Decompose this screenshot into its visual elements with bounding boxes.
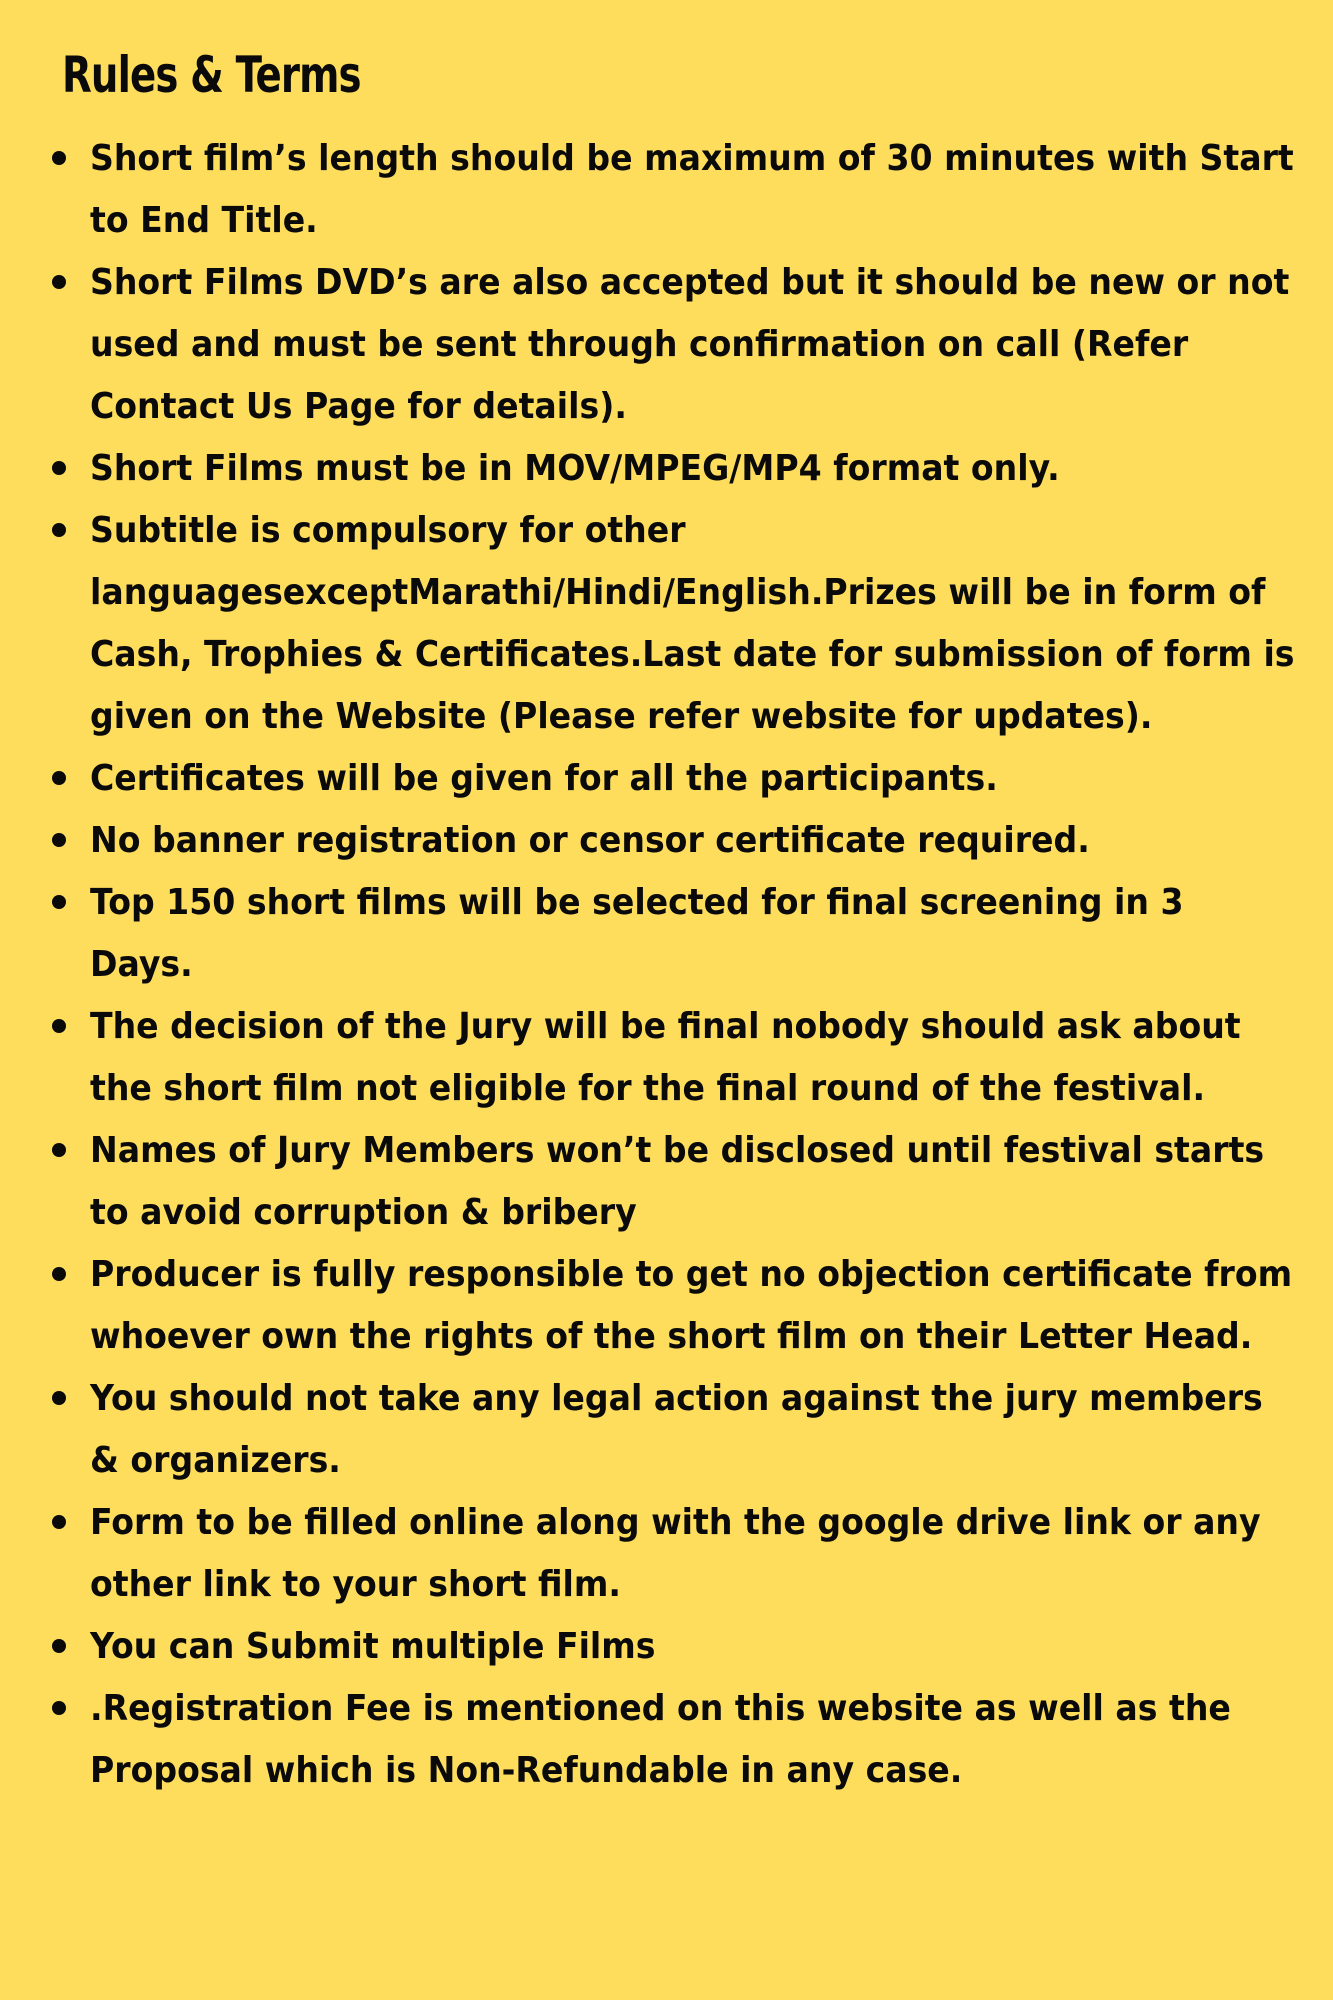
rule-item [62, 1244, 1303, 1368]
rule-text: Form to be filled online along with the google drive link or any other link to your short film. [90, 1502, 1261, 1605]
bullet-icon [52, 1019, 66, 1033]
rule-item [62, 1368, 1303, 1492]
rule-item [62, 1678, 1303, 1802]
rule-item [62, 1492, 1303, 1616]
rule-text: You can Submit multiple Films [90, 1626, 656, 1667]
bullet-icon [52, 1639, 66, 1653]
rule-item [62, 500, 1303, 748]
rule-item [62, 748, 1303, 810]
rule-item [62, 810, 1303, 872]
rule-text: The decision of the Jury will be final nobody should ask about the short film not eligible for the final round of the festival. [90, 1006, 1241, 1109]
bullet-icon [52, 523, 66, 537]
bullet-icon [52, 1515, 66, 1529]
rule-item [62, 128, 1303, 252]
bullet-icon [52, 1701, 66, 1715]
rule-text: .Registration Fee is mentioned on this website as well as the Proposal which is Non-Refundable in any case. [90, 1688, 1231, 1791]
bullet-icon [52, 1143, 66, 1157]
bullet-icon [52, 461, 66, 475]
rule-text: Short Films DVD’s are also accepted but it should be new or not used and must be sent through confirmation on call (Refer Contact Us Page for details). [90, 262, 1290, 427]
rule-text: Top 150 short films will be selected for final screening in 3 Days. [90, 882, 1184, 985]
rule-text: Short Films must be in MOV/MPEG/MP4 format only. [90, 448, 1060, 489]
rule-text: Producer is fully responsible to get no objection certificate from whoever own the rights of the short film on their Letter Head. [90, 1254, 1293, 1357]
rule-item [62, 872, 1303, 996]
rule-item [62, 996, 1303, 1120]
bullet-icon [52, 151, 66, 165]
bullet-icon [52, 1267, 66, 1281]
rule-text: No banner registration or censor certificate required. [90, 820, 1090, 861]
page-title: Rules & Terms [62, 46, 361, 104]
bullet-icon [52, 1391, 66, 1405]
rule-text: You should not take any legal action against the jury members & organizers. [90, 1378, 1263, 1481]
rule-text: Certificates will be given for all the participants. [90, 758, 998, 799]
rule-item [62, 438, 1303, 500]
rule-item [62, 252, 1303, 438]
bullet-icon [52, 833, 66, 847]
bullet-icon [52, 275, 66, 289]
bullet-icon [52, 771, 66, 785]
rules-list [62, 128, 1303, 1802]
rule-text: Names of Jury Members won’t be disclosed until festival starts to avoid corruption & bribery [90, 1130, 1265, 1233]
rule-text: Short film’s length should be maximum of 30 minutes with Start to End Title. [90, 138, 1294, 241]
rule-item [62, 1120, 1303, 1244]
rule-item [62, 1616, 1303, 1678]
bullet-icon [52, 895, 66, 909]
rule-text: Subtitle is compulsory for other languagesexceptMarathi/Hindi/English.Prizes will be in form of Cash, Trophies & Certificates.Last date for submission of form is given on the Website (Please refer website for updates). [90, 510, 1295, 737]
